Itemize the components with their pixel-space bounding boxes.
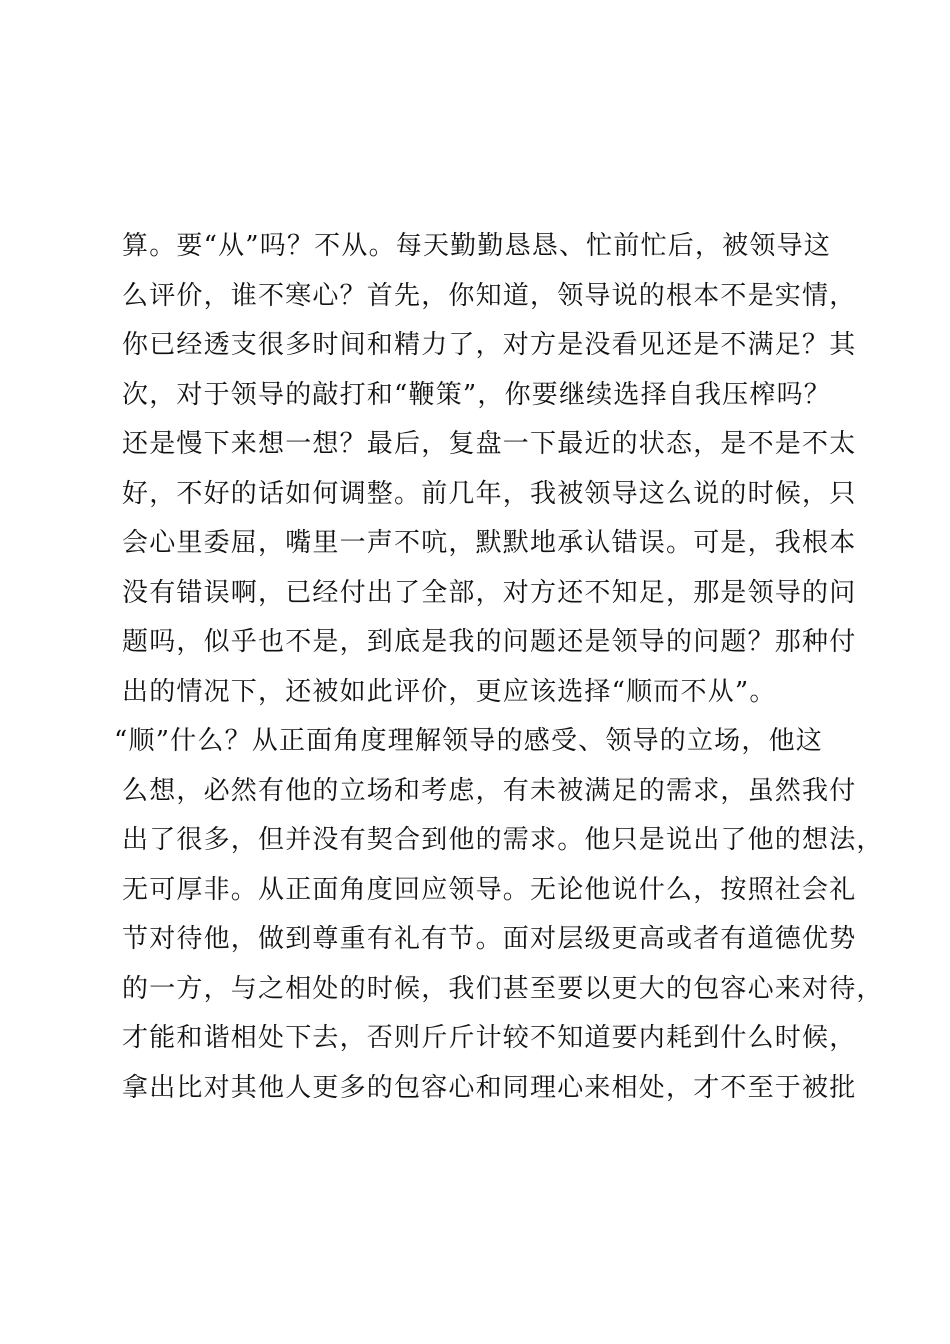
text-line: 你已经透支很多时间和精力了，对方是没看见还是不满足？其: [122, 330, 857, 360]
text-line: 次，对于领导的敲打和“鞭策”，你要继续选择自我压榨吗？: [122, 379, 831, 410]
text-line: 好，不好的话如何调整。前几年，我被领导这么说的时候，只: [122, 478, 857, 509]
text-line: 节对待他，做到尊重有礼有节。面对层级更高或者有道德优势: [122, 924, 857, 954]
text-line: 无可厚非。从正面角度回应领导。无论他说什么，按照社会礼: [122, 874, 857, 905]
text-line: 出了很多，但并没有契合到他的需求。他只是说出了他的想法，: [122, 825, 884, 855]
text-line: “顺”什么？从正面角度理解领导的感受、领导的立场，他这: [114, 726, 823, 756]
body-text: [114, 222, 884, 1113]
text-line: 还是慢下来想一想？最后，复盘一下最近的状态，是不是不太: [122, 429, 857, 459]
text-line: 么评价，谁不寒心？首先，你知道，领导说的根本不是实情，: [122, 280, 857, 311]
text-line: 会心里委屈，嘴里一声不吭，默默地承认错误。可是，我根本: [122, 528, 857, 558]
text-line: 算。要“从”吗？不从。每天勤勤恳恳、忙前忙后，被领导这: [122, 231, 831, 261]
text-line: 出的情况下，还被如此评价，更应该选择“顺而不从”。: [122, 676, 777, 707]
text-line: 的一方，与之相处的时候，我们甚至要以更大的包容心来对待，: [122, 973, 884, 1004]
text-line: 没有错误啊，已经付出了全部，对方还不知足，那是领导的问: [122, 577, 857, 608]
text-line: 才能和谐相处下去，否则斤斤计较不知道要内耗到什么时候，: [122, 1023, 857, 1053]
text-line: 么想，必然有他的立场和考虑，有未被满足的需求，虽然我付: [122, 775, 857, 806]
text-line: 拿出比对其他人更多的包容心和同理心来相处，才不至于被批: [122, 1072, 857, 1103]
text-line: 题吗，似乎也不是，到底是我的问题还是领导的问题？那种付: [122, 627, 857, 657]
